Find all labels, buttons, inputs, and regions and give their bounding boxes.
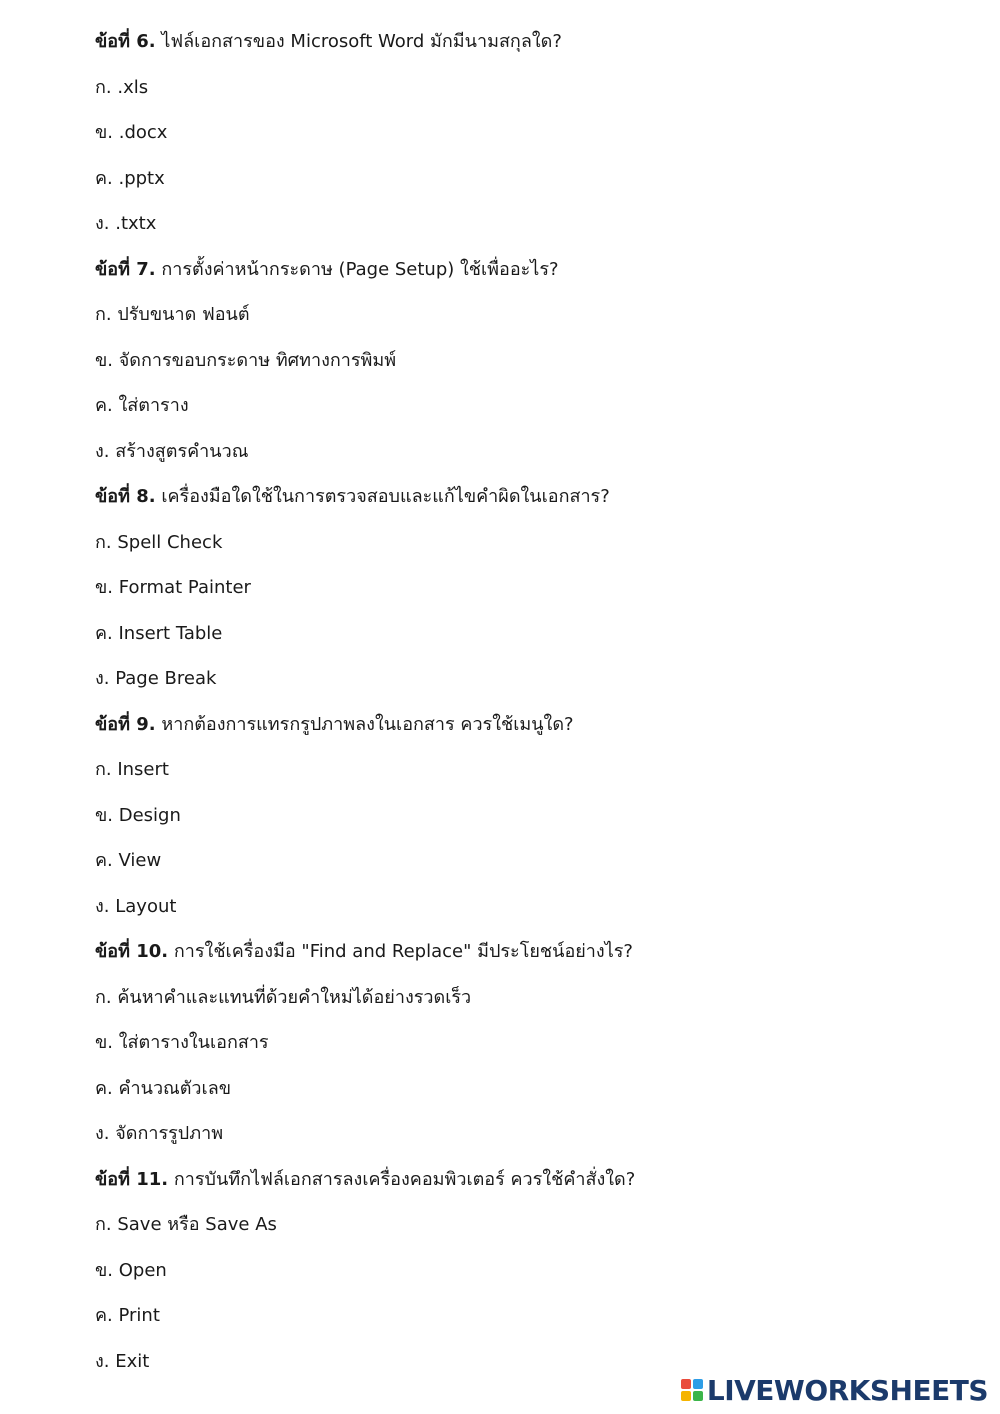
answer-option: ข. Open [95, 1259, 167, 1281]
logo-block [693, 1391, 703, 1401]
answer-option: ค. .pptx [95, 167, 165, 189]
brand-name: LIVEWORKSHEETS [706, 1373, 988, 1407]
answer-option: ง. Page Break [95, 668, 217, 689]
logo-block [693, 1379, 703, 1389]
liveworksheets-logo [681, 1374, 988, 1406]
question [95, 27, 562, 57]
answer-option: ง. จัดการรูปภาพ [95, 1123, 224, 1144]
question-text: เครื่องมือใดใช้ในการตรวจสอบและแก้ไขคำผิดในเอกสาร? [161, 486, 610, 507]
question-text: การตั้งค่าหน้ากระดาษ (Page Setup) ใช้เพื่ออะไร? [161, 258, 559, 280]
answer-option: ง. .txtx [95, 213, 157, 234]
question-text: หากต้องการแทรกรูปภาพลงในเอกสาร ควรใช้เมนูใด? [161, 713, 574, 735]
answer-option: ก. Save หรือ Save As [95, 1214, 277, 1235]
logo-blocks-icon [681, 1379, 703, 1401]
question [95, 937, 633, 967]
answer-option: ข. Format Painter [95, 577, 251, 598]
question-number: ข้อที่ 7. [95, 258, 156, 280]
answer-option: ก. .xls [95, 76, 149, 98]
answer-option: ก. Spell Check [95, 531, 223, 553]
answer-option: ข. ใส่ตารางในเอกสาร [95, 1032, 269, 1053]
answer-option: ง. สร้างสูตรคำนวณ [95, 440, 249, 462]
question-number: ข้อที่ 9. [95, 713, 156, 735]
answer-option: ข. จัดการขอบกระดาษ ทิศทางการพิมพ์ [95, 349, 397, 371]
question-text: การบันทึกไฟล์เอกสารลงเครื่องคอมพิวเตอร์ ควรใช้คำสั่งใด? [173, 1168, 636, 1190]
answer-option: ค. View [95, 850, 162, 871]
question-number: ข้อที่ 11. [95, 1168, 169, 1190]
answer-option: ก. Insert [95, 759, 169, 780]
answer-option: ข. Design [95, 804, 181, 826]
answer-option: ข. .docx [95, 122, 168, 143]
question [95, 1165, 635, 1195]
question-number: ข้อที่ 10. [95, 941, 169, 962]
question [95, 482, 610, 512]
question-number: ข้อที่ 6. [95, 31, 156, 52]
question-number: ข้อที่ 8. [95, 486, 156, 507]
answer-option: ก. ปรับขนาด ฟอนต์ [95, 304, 250, 325]
logo-block [681, 1379, 691, 1389]
answer-option: ค. คำนวณตัวเลข [95, 1077, 232, 1099]
question [95, 710, 574, 740]
answer-option: ค. Insert Table [95, 622, 223, 644]
answer-option: ง. Exit [95, 1350, 150, 1372]
question [95, 255, 559, 285]
answer-option: ค. Print [95, 1305, 160, 1326]
answer-option: ก. ค้นหาคำและแทนที่ด้วยคำใหม่ได้อย่างรวดเร็ว [95, 986, 472, 1008]
answer-option: ค. ใส่ตาราง [95, 395, 189, 416]
question-text: ไฟล์เอกสารของ Microsoft Word มักมีนามสกุลใด? [161, 31, 562, 52]
answer-option: ง. Layout [95, 895, 177, 917]
question-text: การใช้เครื่องมือ "Find and Replace" มีประโยชน์อย่างไร? [173, 941, 633, 962]
logo-block [681, 1391, 691, 1401]
